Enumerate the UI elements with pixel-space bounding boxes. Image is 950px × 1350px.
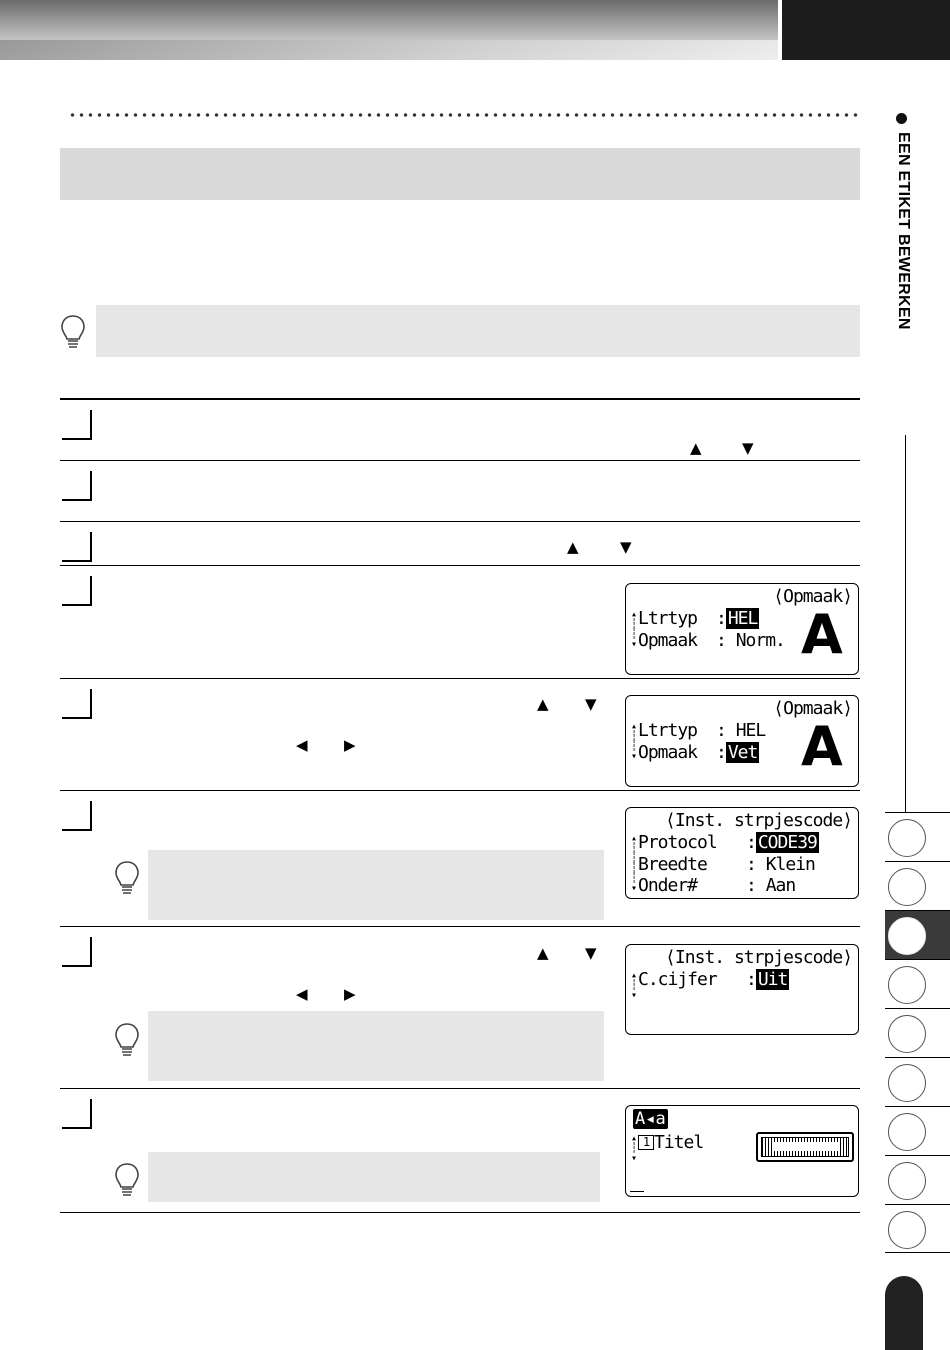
chapter-circle-icon [888, 868, 926, 906]
arrow-right-icon: ▶ [344, 736, 356, 754]
lcd-row [638, 832, 817, 853]
lightbulb-icon [112, 858, 142, 898]
lcd-label: Ltrtyp [638, 720, 698, 741]
lightbulb-icon [112, 1160, 142, 1200]
step-marker-2 [62, 471, 92, 501]
lcd-row [638, 854, 815, 875]
step-divider [60, 1088, 860, 1089]
lcd-screen-format-2 [625, 695, 859, 787]
lcd-label: Opmaak [638, 742, 698, 763]
step-divider [60, 926, 860, 927]
line-number-badge: 1 [638, 1135, 654, 1150]
lcd-row [638, 875, 796, 896]
chapter-tab-4[interactable] [885, 959, 950, 1008]
chapter-circle-icon [888, 819, 926, 857]
scroll-indicator-icon: ▴ ┆ ┆ ▾ [631, 609, 638, 650]
scroll-indicator-icon: ▴ ┆ ▾ [631, 970, 638, 1001]
scroll-indicator-icon: ▴ ┆ ▾ [631, 1133, 638, 1164]
lcd-row [638, 742, 758, 763]
tip-box-step6 [148, 850, 604, 920]
chapter-circle-icon [888, 1015, 926, 1053]
tip-box-step7 [148, 1011, 604, 1081]
step-divider [60, 678, 860, 679]
lcd-row [638, 720, 766, 741]
font-preview: A [801, 603, 843, 666]
tip-box-step8 [148, 1152, 600, 1202]
lcd-value: : HEL [716, 720, 766, 741]
scroll-indicator-icon: ▴ ┆ ┆ ┆ ┆ ▾ [631, 833, 638, 894]
lcd-label: Breedte [638, 854, 707, 875]
chapter-tab-2[interactable] [885, 861, 950, 910]
chapter-tab-9[interactable] [885, 1204, 950, 1253]
step-marker-6 [62, 801, 92, 831]
lcd-title: ⟨Inst. strpjescode⟩ [665, 810, 852, 831]
chapter-circle-icon [888, 1113, 926, 1151]
tip-box-main [96, 305, 860, 357]
chapter-tab-6[interactable] [885, 1057, 950, 1106]
lcd-title: ⟨Opmaak⟩ [773, 586, 852, 607]
dotted-rule [68, 112, 860, 118]
arrow-up-icon: ▲ [690, 439, 702, 457]
sidebar-section-title: EEN ETIKET BEWERKEN [895, 132, 912, 330]
lcd-value: : Norm. [716, 630, 785, 651]
lcd-text: Titel [654, 1132, 704, 1153]
step-marker-8 [62, 1099, 92, 1129]
step-marker-7 [62, 937, 92, 967]
lightbulb-icon [112, 1020, 142, 1060]
font-preview: A [801, 715, 843, 778]
header-swoosh [0, 40, 778, 60]
lcd-value: : CODE39 [746, 832, 817, 853]
chapter-tab-7[interactable] [885, 1106, 950, 1155]
chapter-circle-icon [888, 1162, 926, 1200]
arrow-up-icon: ▲ [567, 538, 579, 556]
lcd-screen-format-1 [625, 583, 859, 675]
barcode-preview-icon [756, 1132, 854, 1162]
page-number-tab [885, 1276, 923, 1350]
lcd-screen-text-entry [625, 1105, 859, 1197]
lcd-screen-check-digit [625, 944, 859, 1035]
lcd-label: Ltrtyp [638, 608, 698, 629]
header-black-block [782, 0, 950, 60]
section-heading-band [60, 148, 860, 200]
arrow-left-icon: ◀ [296, 985, 308, 1003]
arrow-down-icon: ▼ [742, 439, 754, 457]
lcd-title: ⟨Inst. strpjescode⟩ [665, 947, 852, 968]
arrow-right-icon: ▶ [344, 985, 356, 1003]
lcd-value: : Vet [716, 742, 758, 763]
arrow-up-icon: ▲ [537, 944, 549, 962]
chapter-circle-icon [888, 1211, 926, 1249]
step-divider [60, 565, 860, 566]
lcd-title: ⟨Opmaak⟩ [773, 698, 852, 719]
cursor-mark [630, 1191, 644, 1192]
sidebar-bullet [896, 113, 907, 124]
chapter-tab-3-active[interactable] [885, 910, 950, 959]
lcd-label: Onder# [638, 875, 698, 896]
arrow-down-icon: ▼ [620, 538, 632, 556]
lcd-value: : HEL [716, 608, 758, 629]
lcd-value: : Klein [746, 854, 815, 875]
step-divider [60, 460, 860, 461]
lcd-row [638, 608, 758, 629]
step-marker-3 [62, 532, 92, 562]
step-marker-4 [62, 576, 92, 606]
step-divider [60, 790, 860, 791]
arrow-down-icon: ▼ [585, 695, 597, 713]
arrow-down-icon: ▼ [585, 944, 597, 962]
lcd-label: Opmaak [638, 630, 698, 651]
input-mode-indicator: A◂a [635, 1109, 666, 1129]
arrow-up-icon: ▲ [537, 695, 549, 713]
lcd-value: : Uit [746, 969, 788, 990]
lcd-row [638, 1132, 703, 1153]
lcd-label: C.cijfer [638, 969, 717, 990]
lcd-label: Protocol [638, 832, 717, 853]
step-marker-1 [62, 410, 92, 440]
step-divider-bottom [60, 1212, 860, 1213]
chapter-circle-icon [888, 1064, 926, 1102]
step-marker-5 [62, 689, 92, 719]
chapter-circle-icon [888, 917, 926, 955]
step-divider-top [60, 398, 860, 400]
arrow-left-icon: ◀ [296, 736, 308, 754]
chapter-tab-8[interactable] [885, 1155, 950, 1204]
scroll-indicator-icon: ▴ ┆ ┆ ▾ [631, 721, 638, 762]
lcd-screen-barcode-setup [625, 807, 859, 899]
chapter-tab-1[interactable] [885, 812, 950, 861]
lcd-row [638, 630, 785, 651]
lightbulb-icon [58, 312, 88, 352]
chapter-circle-icon [888, 966, 926, 1004]
step-divider [60, 521, 860, 522]
lcd-row [638, 969, 788, 990]
chapter-tab-5[interactable] [885, 1008, 950, 1057]
sidebar-line [905, 435, 906, 813]
lcd-value: : Aan [746, 875, 796, 896]
